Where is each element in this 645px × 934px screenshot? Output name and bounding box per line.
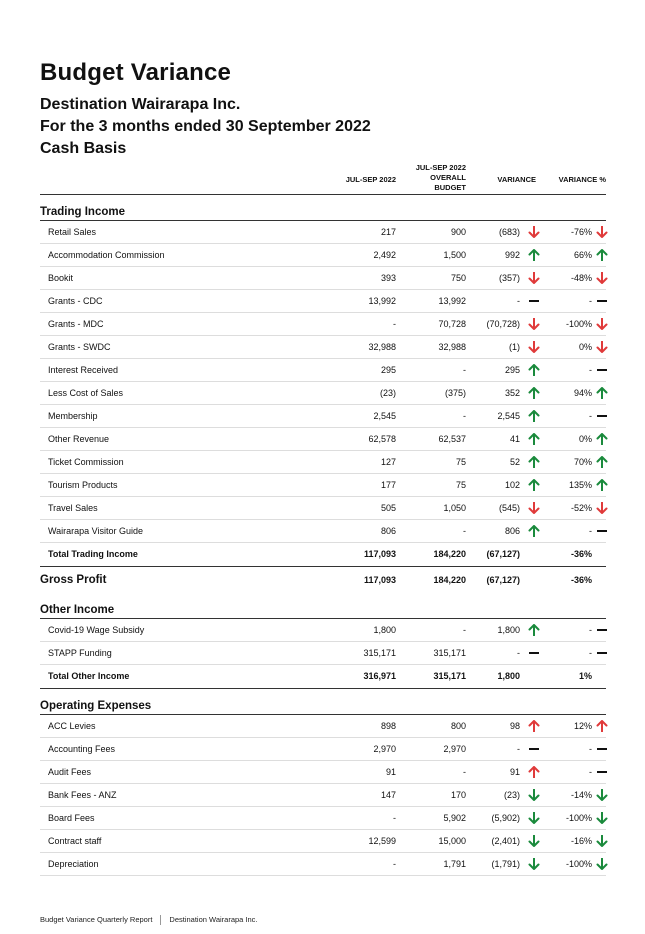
variance-pct-value: 0% (578, 434, 592, 444)
arrow-down-red-icon (528, 502, 540, 514)
arrow-up-green-icon (596, 456, 608, 468)
variance-value: (70,728) (486, 319, 520, 329)
variance-pct-value: - (589, 744, 592, 754)
variance-pct-value: -14% (570, 790, 592, 800)
dash-icon (528, 647, 540, 659)
row-label: Grants - SWDC (48, 342, 111, 352)
footer-org-name: Destination Wairarapa Inc. (169, 915, 258, 924)
budget-value: 62,537 (438, 434, 466, 444)
row-label: Accommodation Commission (48, 250, 165, 260)
row-label: Gross Profit (40, 574, 107, 586)
row-label: Accounting Fees (48, 744, 116, 754)
actual-value: 177 (380, 480, 396, 490)
variance-pct-value: -36% (570, 549, 592, 559)
row-label: Board Fees (48, 813, 95, 823)
arrow-up-green-icon (528, 479, 540, 491)
variance-value: 52 (509, 457, 520, 467)
variance-pct-value: 66% (573, 250, 592, 260)
row-label: ACC Levies (48, 721, 96, 731)
gross-profit-row (40, 568, 606, 593)
section-title: Trading Income (40, 195, 606, 221)
actual-value: 2,492 (373, 250, 396, 260)
table-row (40, 738, 606, 761)
table-row (40, 642, 606, 665)
budget-value: 900 (450, 227, 466, 237)
variance-pct-value: -16% (570, 836, 592, 846)
row-label: Depreciation (48, 859, 99, 869)
budget-value: 184,220 (433, 549, 466, 559)
budget-value: 1,050 (443, 503, 466, 513)
variance-value: 41 (509, 434, 520, 444)
variance-value: (357) (498, 273, 520, 283)
budget-value: 5,902 (443, 813, 466, 823)
budget-value: 70,728 (438, 319, 466, 329)
table-row (40, 336, 606, 359)
table-row (40, 474, 606, 497)
actual-value: 117,093 (363, 575, 396, 585)
variance-value: - (517, 296, 520, 306)
report-basis: Cash Basis (40, 140, 127, 157)
table-row (40, 382, 606, 405)
table-row (40, 784, 606, 807)
actual-value: 217 (380, 227, 396, 237)
dash-icon (596, 624, 608, 636)
row-label: Total Trading Income (48, 549, 138, 559)
arrow-up-green-icon (528, 387, 540, 399)
row-label: Total Other Income (48, 671, 130, 681)
table-row (40, 267, 606, 290)
variance-pct-value: 12% (573, 721, 592, 731)
dash-icon (596, 410, 608, 422)
dash-icon (596, 766, 608, 778)
arrow-down-red-icon (596, 318, 608, 330)
variance-pct-value: -76% (570, 227, 592, 237)
arrow-down-green-icon (596, 812, 608, 824)
table-row (40, 405, 606, 428)
arrow-down-green-icon (528, 789, 540, 801)
dash-icon (528, 295, 540, 307)
row-label: Other Revenue (48, 434, 110, 444)
arrow-down-green-icon (528, 835, 540, 847)
dash-icon (528, 743, 540, 755)
variance-value: 992 (504, 250, 520, 260)
report-page (40, 58, 606, 876)
budget-value: 170 (450, 790, 466, 800)
actual-value: - (393, 319, 396, 329)
variance-pct-value: - (589, 411, 592, 421)
actual-value: 295 (380, 365, 396, 375)
variance-value: 352 (504, 388, 520, 398)
row-label: Contract staff (48, 836, 102, 846)
variance-pct-value: -52% (570, 503, 592, 513)
arrow-down-red-icon (596, 226, 608, 238)
actual-value: 32,988 (368, 342, 396, 352)
variance-pct-value: 0% (578, 342, 592, 352)
budget-value: 315,171 (433, 671, 466, 681)
arrow-down-red-icon (528, 226, 540, 238)
budget-value: 1,500 (443, 250, 466, 260)
variance-value: (1) (509, 342, 520, 352)
actual-value: 505 (380, 503, 396, 513)
table-row (40, 520, 606, 543)
variance-value: (23) (503, 790, 520, 800)
variance-value: 1,800 (497, 625, 520, 635)
table-row (40, 290, 606, 313)
arrow-down-green-icon (528, 812, 540, 824)
table-row (40, 807, 606, 830)
budget-value: - (463, 365, 466, 375)
arrow-up-green-icon (528, 456, 540, 468)
variance-value: 102 (504, 480, 520, 490)
budget-value: 32,988 (438, 342, 466, 352)
budget-value: 800 (450, 721, 466, 731)
total-row (40, 543, 606, 567)
arrow-up-red-icon (528, 766, 540, 778)
actual-value: 2,970 (373, 744, 396, 754)
column-headers (40, 164, 606, 195)
actual-value: - (393, 859, 396, 869)
budget-value: 15,000 (438, 836, 466, 846)
row-label: Ticket Commission (48, 457, 124, 467)
arrow-up-green-icon (528, 624, 540, 636)
col-budget-line3: BUDGET (434, 183, 466, 192)
table-row (40, 359, 606, 382)
table-row (40, 619, 606, 642)
variance-pct-value: - (589, 365, 592, 375)
dash-icon (596, 525, 608, 537)
arrow-up-green-icon (596, 479, 608, 491)
table-row (40, 830, 606, 853)
arrow-up-green-icon (596, 249, 608, 261)
actual-value: 147 (380, 790, 396, 800)
row-label: Travel Sales (48, 503, 98, 513)
footer-divider (160, 915, 161, 925)
arrow-down-green-icon (528, 858, 540, 870)
budget-value: - (463, 767, 466, 777)
arrow-down-red-icon (596, 341, 608, 353)
arrow-up-red-icon (596, 720, 608, 732)
report-period: For the 3 months ended 30 September 2022 (40, 118, 371, 135)
actual-value: 62,578 (368, 434, 396, 444)
footer-report-name: Budget Variance Quarterly Report (40, 915, 153, 924)
page-title: Budget Variance (40, 59, 232, 86)
row-label: STAPP Funding (48, 648, 112, 658)
arrow-up-green-icon (528, 525, 540, 537)
arrow-down-red-icon (596, 502, 608, 514)
col-variance: VARIANCE (497, 175, 536, 184)
section-title: Other Income (40, 593, 606, 619)
variance-pct-value: - (589, 767, 592, 777)
arrow-up-green-icon (528, 364, 540, 376)
actual-value: 316,971 (363, 671, 396, 681)
budget-value: 750 (450, 273, 466, 283)
variance-value: (545) (498, 503, 520, 513)
arrow-down-green-icon (596, 858, 608, 870)
col-budget-line2: OVERALL (430, 173, 466, 182)
variance-pct-value: -100% (565, 859, 592, 869)
budget-value: 75 (455, 457, 466, 467)
dash-icon (596, 743, 608, 755)
table-row (40, 244, 606, 267)
actual-value: 1,800 (373, 625, 396, 635)
report-subheader (40, 94, 606, 160)
variance-pct-value: 1% (578, 671, 592, 681)
dash-icon (596, 364, 608, 376)
row-label: Membership (48, 411, 98, 421)
table-row (40, 761, 606, 784)
budget-value: 1,791 (443, 859, 466, 869)
variance-value: 1,800 (497, 671, 520, 681)
variance-pct-value: -48% (570, 273, 592, 283)
arrow-up-green-icon (528, 433, 540, 445)
row-label: Less Cost of Sales (48, 388, 124, 398)
row-label: Retail Sales (48, 227, 97, 237)
actual-value: 393 (380, 273, 396, 283)
arrow-down-red-icon (528, 318, 540, 330)
variance-value: (67,127) (486, 575, 520, 585)
actual-value: 12,599 (368, 836, 396, 846)
row-label: Grants - MDC (48, 319, 104, 329)
variance-value: (67,127) (486, 549, 520, 559)
organisation-name: Destination Wairarapa Inc. (40, 96, 241, 113)
table-row (40, 497, 606, 520)
col-variance-pct: VARIANCE % (558, 175, 606, 184)
col-budget-line1: JUL-SEP 2022 (415, 163, 466, 172)
row-label: Grants - CDC (48, 296, 103, 306)
actual-value: 127 (380, 457, 396, 467)
row-label: Wairarapa Visitor Guide (48, 526, 144, 536)
budget-value: - (463, 411, 466, 421)
variance-pct-value: 135% (568, 480, 592, 490)
variance-pct-value: 70% (573, 457, 592, 467)
report-body (40, 195, 606, 876)
table-row (40, 313, 606, 336)
variance-pct-value: - (589, 625, 592, 635)
budget-value: - (463, 625, 466, 635)
budget-value: (375) (444, 388, 466, 398)
row-label: Bookit (48, 273, 74, 283)
arrow-up-green-icon (528, 410, 540, 422)
arrow-down-red-icon (528, 272, 540, 284)
arrow-up-red-icon (528, 720, 540, 732)
table-row (40, 853, 606, 876)
actual-value: 91 (385, 767, 396, 777)
arrow-up-green-icon (528, 249, 540, 261)
arrow-down-green-icon (596, 835, 608, 847)
variance-pct-value: -100% (565, 813, 592, 823)
budget-value: 184,220 (433, 575, 466, 585)
arrow-down-red-icon (596, 272, 608, 284)
arrow-down-green-icon (596, 789, 608, 801)
variance-pct-value: 94% (573, 388, 592, 398)
actual-value: 13,992 (368, 296, 396, 306)
actual-value: 806 (380, 526, 396, 536)
variance-value: (683) (498, 227, 520, 237)
total-row (40, 665, 606, 689)
variance-pct-value: -100% (565, 319, 592, 329)
variance-value: 98 (509, 721, 520, 731)
table-row (40, 451, 606, 474)
row-label: Interest Received (48, 365, 119, 375)
row-label: Bank Fees - ANZ (48, 790, 117, 800)
variance-value: - (517, 648, 520, 658)
section-title: Operating Expenses (40, 689, 606, 715)
arrow-down-red-icon (528, 341, 540, 353)
arrow-up-green-icon (596, 433, 608, 445)
row-label: Tourism Products (48, 480, 118, 490)
row-label: Audit Fees (48, 767, 92, 777)
actual-value: 2,545 (373, 411, 396, 421)
actual-value: 117,093 (363, 549, 396, 559)
table-row (40, 715, 606, 738)
budget-value: 2,970 (443, 744, 466, 754)
variance-value: 295 (504, 365, 520, 375)
variance-value: (2,401) (491, 836, 520, 846)
actual-value: - (393, 813, 396, 823)
variance-value: 806 (504, 526, 520, 536)
variance-pct-value: -36% (570, 575, 592, 585)
variance-pct-value: - (589, 296, 592, 306)
budget-value: 13,992 (438, 296, 466, 306)
budget-value: - (463, 526, 466, 536)
dash-icon (596, 647, 608, 659)
variance-value: - (517, 744, 520, 754)
variance-pct-value: - (589, 648, 592, 658)
arrow-up-green-icon (596, 387, 608, 399)
variance-pct-value: - (589, 526, 592, 536)
variance-value: (5,902) (491, 813, 520, 823)
variance-value: 91 (509, 767, 520, 777)
actual-value: 898 (380, 721, 396, 731)
table-row (40, 221, 606, 244)
variance-value: 2,545 (497, 411, 520, 421)
col-actual: JUL-SEP 2022 (345, 175, 396, 184)
row-label: Covid-19 Wage Subsidy (48, 625, 145, 635)
page-footer (40, 915, 258, 925)
actual-value: (23) (379, 388, 396, 398)
table-row (40, 428, 606, 451)
variance-value: (1,791) (491, 859, 520, 869)
budget-value: 315,171 (433, 648, 466, 658)
dash-icon (596, 295, 608, 307)
budget-value: 75 (455, 480, 466, 490)
col-budget (410, 163, 466, 193)
actual-value: 315,171 (363, 648, 396, 658)
